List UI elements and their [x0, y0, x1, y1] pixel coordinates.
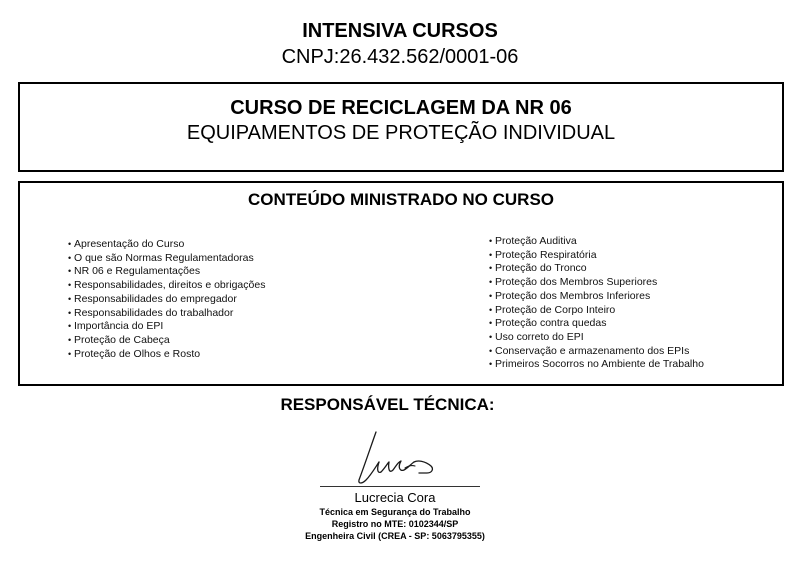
- course-title-box: [18, 82, 784, 172]
- topic-item: • Proteção contra quedas: [489, 317, 704, 331]
- signer-block: [0, 490, 790, 542]
- topic-item: • Importância do EPI: [68, 320, 265, 334]
- topic-item: • Proteção de Corpo Inteiro: [489, 304, 704, 318]
- topic-list-left: [68, 238, 265, 361]
- topic-item: • Uso correto do EPI: [489, 331, 704, 345]
- company-cnpj: CNPJ:26.432.562/0001-06: [281, 46, 519, 68]
- signer-registration: Registro no MTE: 0102344/SP: [331, 519, 459, 529]
- topic-item: • Responsabilidades, direitos e obrigações: [68, 279, 265, 293]
- topic-item: • Proteção do Tronco: [489, 262, 704, 276]
- course-subtitle: EQUIPAMENTOS DE PROTEÇÃO INDIVIDUAL: [186, 122, 616, 144]
- topic-item: • Primeiros Socorros no Ambiente de Trabalho: [489, 358, 704, 372]
- topic-item: • Proteção Respiratória: [489, 249, 704, 263]
- topic-item: • Responsabilidades do trabalhador: [68, 307, 265, 321]
- signer-name: Lucrecia Cora: [354, 490, 436, 505]
- certificate-header: [0, 18, 800, 70]
- topic-item: • Proteção de Cabeça: [68, 334, 265, 348]
- responsible-heading: RESPONSÁVEL TÉCNICA:: [280, 395, 495, 414]
- topic-item: • Proteção dos Membros Superiores: [489, 276, 704, 290]
- topic-item: • O que são Normas Regulamentadoras: [68, 252, 265, 266]
- signer-role: Técnica em Segurança do Trabalho: [319, 507, 471, 517]
- topic-list-right: [489, 235, 704, 372]
- topic-item: • Proteção de Olhos e Rosto: [68, 348, 265, 362]
- signer-degree: Engenheira Civil (CREA - SP: 5063795355): [305, 531, 485, 541]
- company-name: INTENSIVA CURSOS: [302, 20, 498, 42]
- content-heading: CONTEÚDO MINISTRADO NO CURSO: [248, 190, 554, 209]
- signature-line: [320, 486, 480, 487]
- topic-item: • Responsabilidades do empregador: [68, 293, 265, 307]
- handwritten-signature: [335, 428, 445, 490]
- topic-item: • Conservação e armazenamento dos EPIs: [489, 345, 704, 359]
- topic-item: • Proteção Auditiva: [489, 235, 704, 249]
- topic-item: • NR 06 e Regulamentações: [68, 265, 265, 279]
- topic-item: • Apresentação do Curso: [68, 238, 265, 252]
- course-content-box: [18, 181, 784, 386]
- topic-item: • Proteção dos Membros Inferiores: [489, 290, 704, 304]
- course-title: CURSO DE RECICLAGEM DA NR 06: [230, 97, 572, 119]
